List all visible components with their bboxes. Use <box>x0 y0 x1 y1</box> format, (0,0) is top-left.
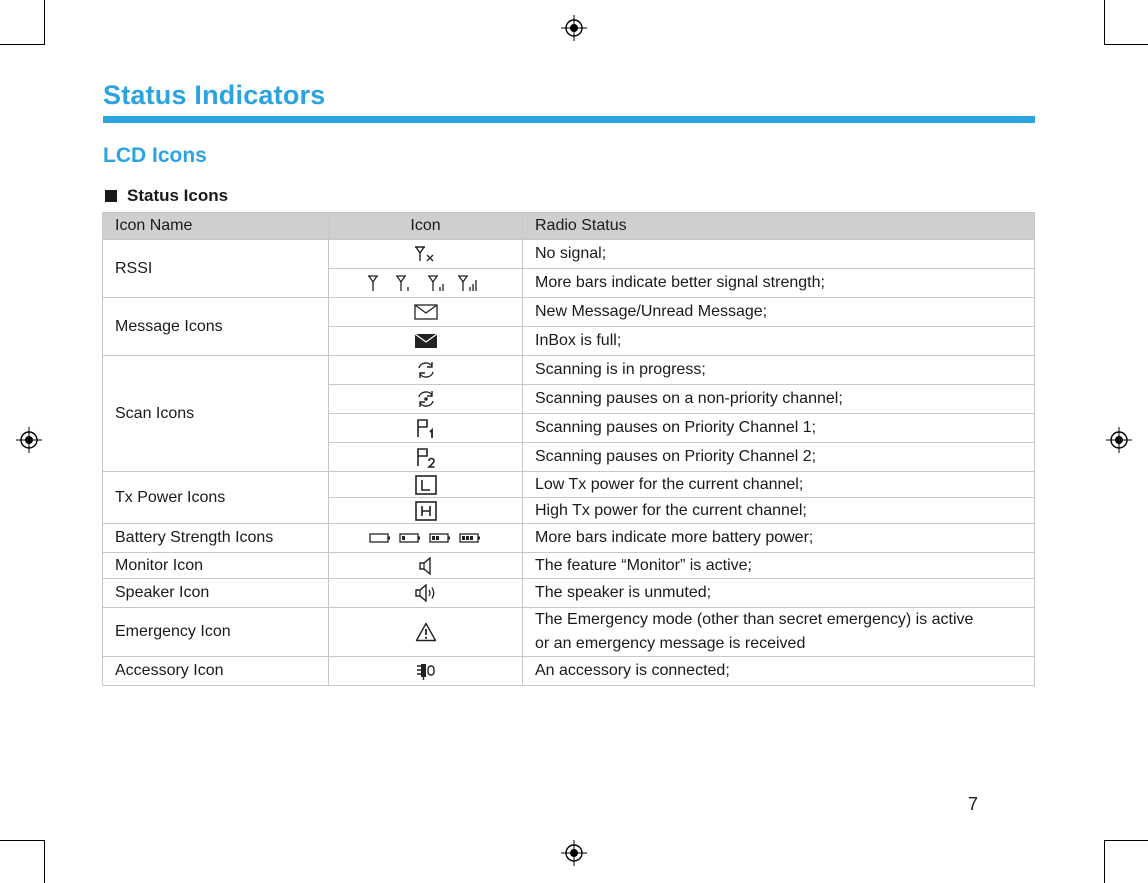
crop-mark <box>1104 0 1105 45</box>
row-name-monitor: Monitor Icon <box>103 553 329 579</box>
row-name-tx-power: Tx Power Icons <box>103 472 329 524</box>
status-no-signal: No signal; <box>523 240 1035 269</box>
table-row <box>103 298 1035 327</box>
status-priority-1: Scanning pauses on Priority Channel 1; <box>523 414 1035 443</box>
status-inbox-full: InBox is full; <box>523 327 1035 356</box>
priority-2-icon <box>329 443 523 472</box>
status-emergency <box>523 608 1035 657</box>
table-row <box>103 553 1035 579</box>
registration-mark-icon <box>1106 427 1132 453</box>
table-row <box>103 579 1035 608</box>
title-rule <box>103 116 1035 123</box>
header-icon-name: Icon Name <box>103 213 329 240</box>
table-row <box>103 608 1035 657</box>
crop-mark <box>44 840 45 883</box>
status-monitor: The feature “Monitor” is active; <box>523 553 1035 579</box>
accessory-icon <box>329 657 523 686</box>
status-scan-pause-non-priority: Scanning pauses on a non-priority channel; <box>523 385 1035 414</box>
table-row <box>103 657 1035 686</box>
status-speaker: The speaker is unmuted; <box>523 579 1035 608</box>
row-name-scan: Scan Icons <box>103 356 329 472</box>
crop-mark <box>0 840 45 841</box>
antenna-no-signal-icon <box>329 240 523 269</box>
row-name-rssi: RSSI <box>103 240 329 298</box>
registration-mark-icon <box>16 427 42 453</box>
priority-1-icon <box>329 414 523 443</box>
row-name-speaker: Speaker Icon <box>103 579 329 608</box>
table-row <box>103 472 1035 498</box>
status-signal-bars: More bars indicate better signal strength; <box>523 269 1035 298</box>
high-power-icon <box>329 498 523 524</box>
registration-mark-icon <box>561 840 587 866</box>
crop-mark <box>44 0 45 45</box>
status-low-power: Low Tx power for the current channel; <box>523 472 1035 498</box>
table-row <box>103 240 1035 269</box>
page-number: 7 <box>968 794 979 814</box>
row-name-emergency: Emergency Icon <box>103 608 329 657</box>
envelope-filled-icon <box>329 327 523 356</box>
crop-mark <box>1104 44 1148 45</box>
crop-mark <box>1104 840 1148 841</box>
status-icons-table <box>102 212 1035 686</box>
status-scanning: Scanning is in progress; <box>523 356 1035 385</box>
table-header-row <box>103 213 1035 240</box>
status-priority-2: Scanning pauses on Priority Channel 2; <box>523 443 1035 472</box>
table-row <box>103 356 1035 385</box>
registration-mark-icon <box>561 15 587 41</box>
battery-levels-icon <box>329 524 523 553</box>
status-accessory: An accessory is connected; <box>523 657 1035 686</box>
header-radio-status: Radio Status <box>523 213 1035 240</box>
status-battery: More bars indicate more battery power; <box>523 524 1035 553</box>
section-subtitle: LCD Icons <box>103 144 207 167</box>
status-high-power: High Tx power for the current channel; <box>523 498 1035 524</box>
crop-mark <box>1104 840 1105 883</box>
row-name-message: Message Icons <box>103 298 329 356</box>
row-name-battery: Battery Strength Icons <box>103 524 329 553</box>
scan-icon <box>329 356 523 385</box>
speaker-unmuted-icon <box>329 579 523 608</box>
row-name-accessory: Accessory Icon <box>103 657 329 686</box>
signal-bars-icon <box>329 269 523 298</box>
envelope-outline-icon <box>329 298 523 327</box>
section-heading <box>103 186 228 206</box>
low-power-icon <box>329 472 523 498</box>
warning-triangle-icon <box>329 608 523 657</box>
section-heading-label: Status Icons <box>127 186 229 205</box>
scan-pause-icon <box>329 385 523 414</box>
header-icon: Icon <box>329 213 523 240</box>
crop-mark <box>0 44 45 45</box>
status-emergency-line1: The Emergency mode (other than secret emergency) is active <box>535 611 974 628</box>
status-new-message: New Message/Unread Message; <box>523 298 1035 327</box>
page-title: Status Indicators <box>103 80 326 110</box>
status-emergency-line2: or an emergency message is received <box>535 635 806 652</box>
monitor-speaker-icon <box>329 553 523 579</box>
bullet-square-icon <box>105 190 117 202</box>
table-row <box>103 524 1035 553</box>
